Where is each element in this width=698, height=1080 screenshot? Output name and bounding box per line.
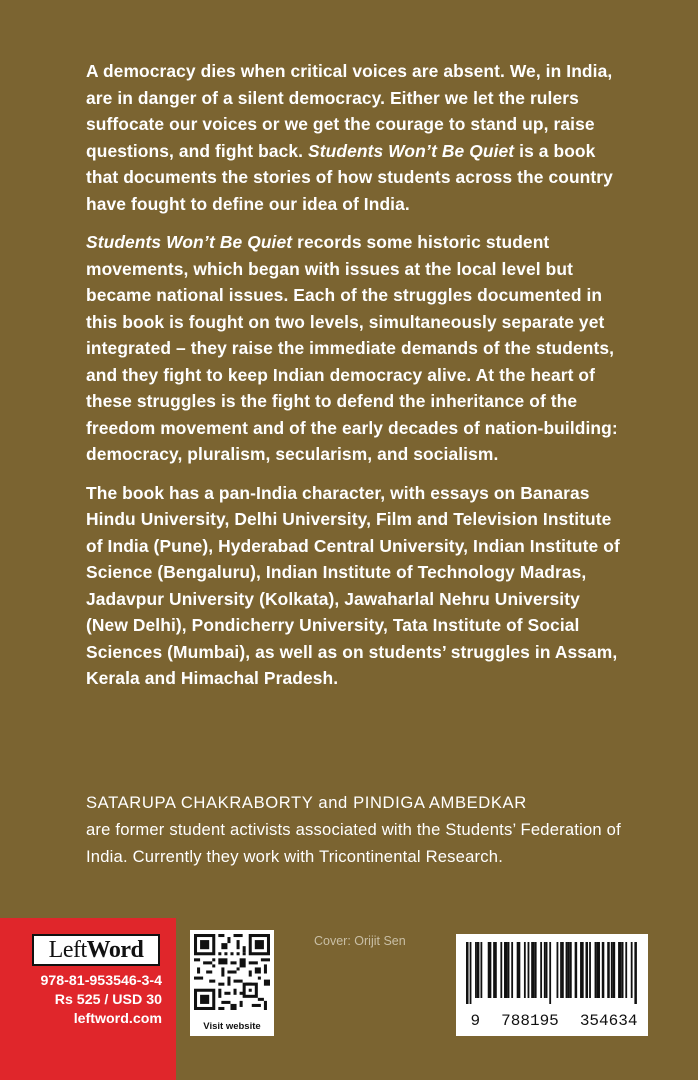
- logo-right-text: Word: [86, 936, 144, 963]
- barcode-bar: [589, 942, 591, 998]
- barcode-bar: [470, 942, 472, 1004]
- author-names: SATARUPA CHAKRABORTY and PINDIGA AMBEDKAR: [86, 793, 527, 812]
- barcode-bar: [490, 942, 492, 998]
- isbn-barcode: [456, 934, 648, 1036]
- barcode-bar: [595, 942, 597, 998]
- barcode-bar: [500, 942, 502, 998]
- blurb-paragraph-3: The book has a pan-India character, with essays on Banaras Hindu University, Delhi University, Film and Television Institute of India (Pune), Hyderabad Central University, Indian Institute of Science (Bengaluru), Indian Institute of Technology Madras, Jadavpur University (Kolkata), Jawaharlal Nehru University (New Delhi), Pondicherry University, Tata Institute of Social Sciences (Mumbai), as well as on students’ struggles in Assam, Kerala and Himachal Pradesh.: [86, 482, 620, 688]
- barcode-bar: [620, 942, 622, 998]
- barcode-bar: [613, 942, 616, 998]
- barcode-bar: [495, 942, 497, 998]
- publisher-info: [20, 972, 162, 1029]
- blurb-paragraph-1: [86, 58, 626, 217]
- barcode-bar: [511, 942, 513, 998]
- author-bio-text: are former student activists associated with the Students’ Federation of India. Currently they work with Tricontinental Research.: [86, 819, 621, 866]
- barcode-bars: [466, 942, 638, 1004]
- blurb-p1-text-b: is a book that documents the stories of how students across the country have fought to define our idea of India.: [86, 140, 613, 214]
- cover-credit: Cover: Orijit Sen: [314, 934, 406, 948]
- barcode-bar: [602, 942, 605, 998]
- book-title-inline: Students Won’t Be Quiet: [308, 140, 515, 161]
- barcode-bar: [607, 942, 610, 998]
- barcode-bar: [477, 942, 480, 998]
- barcode-bar: [540, 942, 542, 998]
- barcode-bar: [622, 942, 624, 998]
- barcode-bar: [582, 942, 584, 998]
- blurb-paragraph-2: [86, 229, 626, 468]
- barcode-bar: [566, 942, 568, 998]
- book-title-inline: Students Won’t Be Quiet: [86, 232, 293, 252]
- leftword-logo: [32, 934, 160, 966]
- barcode-bar: [611, 942, 613, 998]
- barcode-bar: [544, 942, 546, 998]
- barcode-bar: [631, 942, 633, 998]
- isbn-text: 978-81-953546-3-4: [40, 973, 162, 989]
- website-text: leftword.com: [73, 1011, 162, 1027]
- qr-code-icon: [194, 934, 270, 1010]
- barcode-bar: [475, 942, 477, 998]
- qr-caption: Visit website: [203, 1021, 261, 1032]
- barcode-digit-prefix: 9: [470, 1012, 481, 1030]
- blurb-p2-text: records some historic student movements, which began with issues at the local level but became national issues. Each of the struggles documented in this book is fought on two levels, simultaneously separate yet integrated – they raise the immediate demands of the students, and they fight to keep Indian democracy alive. At the heart of these struggles is the fight to defend the inheritance of the freedom movement and of the early decades of nation-building: democracy, pluralism, secularism, and socialism.: [86, 232, 618, 464]
- barcode-digit-group-1: 788195: [501, 1012, 559, 1030]
- barcode-bar: [480, 942, 482, 998]
- barcode-bar: [598, 942, 600, 998]
- price-text: Rs 525 / USD 30: [54, 992, 162, 1008]
- barcode-bar: [535, 942, 537, 998]
- barcode-bar: [506, 942, 508, 998]
- barcode-digit-group-2: 354634: [579, 1012, 638, 1030]
- barcode-bar: [569, 942, 572, 998]
- blurb-p1-text-a: A democracy dies when critical voices are absent. We, in India, are in danger of a silent democracy. Either we let the rulers suffocate our voices or we get the courage to stand up, raise questions, and fight back.: [86, 61, 613, 161]
- barcode-bar: [562, 942, 564, 998]
- barcode-bar: [546, 942, 548, 998]
- barcode-bar: [575, 942, 578, 998]
- barcode-bar: [533, 942, 535, 998]
- barcode-bar: [517, 942, 519, 998]
- barcode-bar: [625, 942, 627, 998]
- barcode-bar: [519, 942, 521, 998]
- barcode-bar: [524, 942, 526, 998]
- blurb: [86, 58, 626, 704]
- barcode-bar: [560, 942, 562, 998]
- barcode-digits: [456, 1012, 648, 1030]
- barcode-bar: [585, 942, 588, 998]
- barcode-bar: [466, 942, 469, 1004]
- barcode-bar: [549, 942, 551, 1004]
- barcode-bar: [567, 942, 569, 998]
- barcode-bar: [528, 942, 530, 998]
- barcode-bar: [557, 942, 559, 998]
- logo-left-text: Left: [48, 936, 87, 963]
- qr-code[interactable]: [190, 930, 274, 1036]
- author-bio: [86, 790, 646, 870]
- barcode-bar: [634, 942, 637, 1004]
- barcode-bar: [508, 942, 510, 998]
